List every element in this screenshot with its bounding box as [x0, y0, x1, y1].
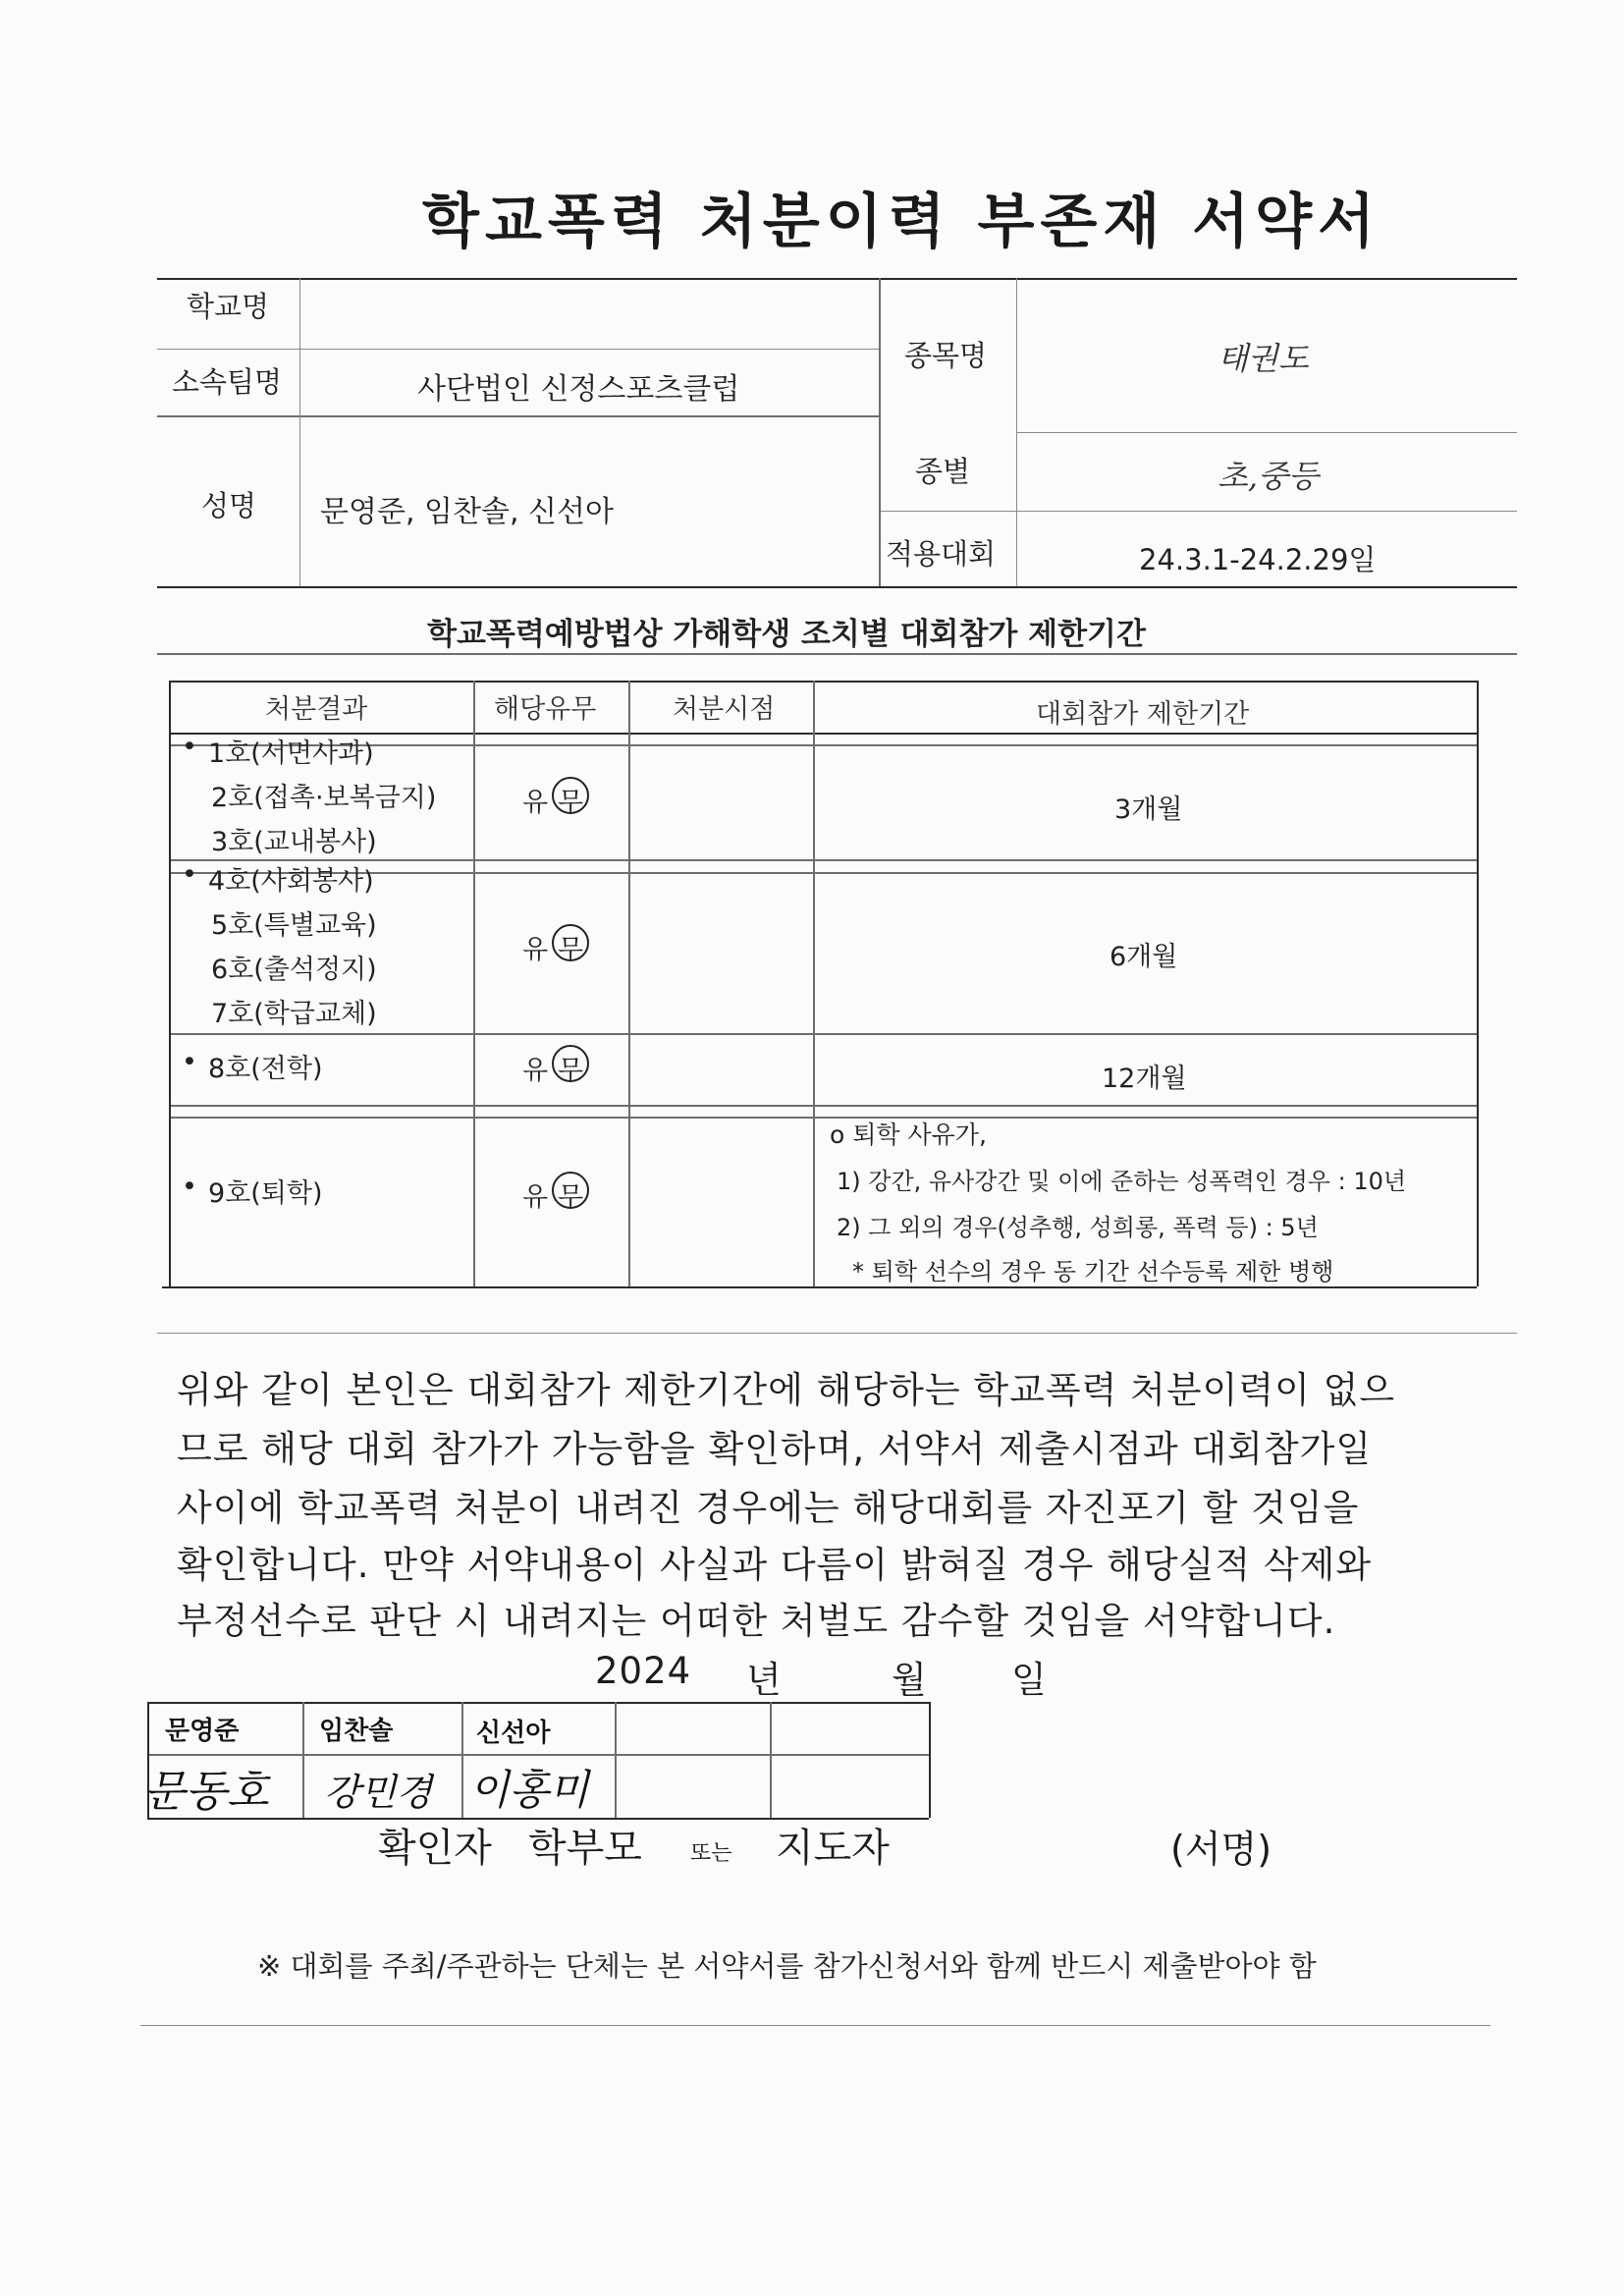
row2-bullet: •: [182, 859, 197, 890]
confirm-sign: (서명): [1170, 1828, 1272, 1871]
row4-bullet: •: [182, 1172, 197, 1202]
header-result: 처분결과: [265, 694, 368, 725]
paragraph-line: 부정선수로 판단 시 내려지는 어떠한 처벌도 감수할 것임을 서약합니다.: [177, 1600, 1336, 1642]
date-year: 2024: [595, 1650, 692, 1692]
signature: 이홍미: [469, 1766, 589, 1814]
document-title: 학교폭력 처분이력 부존재 서약서: [422, 188, 1381, 256]
row3-bullet: •: [182, 1047, 197, 1077]
date-day-unit: 일: [1011, 1659, 1048, 1701]
row1-item: 1호(서면사과): [208, 738, 374, 769]
competition-label: 적용대회: [886, 537, 997, 571]
confirm-or: 또는: [690, 1841, 732, 1866]
row1-yes: 유: [522, 788, 549, 818]
row4-period-line: o 퇴학 사유가,: [830, 1121, 987, 1149]
signer-name: 임찬솔: [319, 1717, 394, 1746]
event-value: 태권도: [1218, 340, 1309, 377]
row2-item: 7호(학급교체): [211, 999, 377, 1029]
division-label: 종별: [915, 455, 971, 488]
row2-item: 6호(출석정지): [211, 955, 377, 985]
signature: 강민경: [324, 1771, 433, 1814]
row3-item: 8호(전학): [208, 1054, 323, 1084]
signer-name: 신선아: [476, 1719, 551, 1748]
row4-period-line: * 퇴학 선수의 경우 동 기간 선수등록 제한 병행: [852, 1258, 1334, 1285]
competition-value: 24.3.1-24.2.29일: [1139, 543, 1377, 576]
row1-item: 2호(접촉·보복금지): [211, 783, 437, 813]
row3-no: 무: [558, 1056, 584, 1086]
row2-item: 4호(사회봉사): [208, 866, 374, 897]
row2-item: 5호(특별교육): [211, 910, 377, 941]
row3-yes: 유: [522, 1056, 549, 1086]
row2-period: 6개월: [1110, 942, 1178, 972]
row3-period: 12개월: [1102, 1064, 1187, 1094]
section-title: 학교폭력예방법상 가해학생 조치별 대회참가 제한기간: [427, 617, 1146, 652]
row1-period: 3개월: [1114, 794, 1183, 825]
confirm-coach: 지도자: [776, 1826, 890, 1871]
signature: 문동호: [143, 1767, 269, 1817]
name-label: 성명: [201, 489, 257, 522]
footnote: ※ 대회를 주최/주관하는 단체는 본 서약서를 참가신청서와 함께 반드시 제출받아야 함: [257, 1949, 1317, 1983]
header-timing: 처분시점: [673, 694, 776, 725]
row4-period-line: 2) 그 외의 경우(성추행, 성희롱, 폭력 등) : 5년: [837, 1214, 1319, 1241]
date-month-unit: 월: [892, 1659, 928, 1701]
paragraph-line: 위와 같이 본인은 대회참가 제한기간에 해당하는 학교폭력 처분이력이 없으: [177, 1369, 1396, 1411]
row4-item: 9호(퇴학): [208, 1178, 323, 1209]
row1-bullet: •: [182, 732, 197, 762]
division-value: 초,중등: [1218, 458, 1319, 495]
signer-name: 문영준: [165, 1717, 240, 1746]
event-label: 종목명: [904, 339, 988, 372]
row4-no: 무: [558, 1182, 584, 1213]
date-year-unit: 년: [746, 1659, 783, 1701]
confirm-parent: 학부모: [528, 1826, 642, 1871]
header-applicable: 해당유무: [494, 694, 597, 725]
name-value: 문영준, 임찬솔, 신선아: [320, 495, 614, 529]
confirm-prefix: 확인자: [378, 1826, 492, 1871]
paragraph-line: 확인합니다. 만약 서약내용이 사실과 다름이 밝혀질 경우 해당실적 삭제와: [177, 1544, 1373, 1586]
row4-period-line: 1) 강간, 유사강간 및 이에 준하는 성폭력인 경우 : 10년: [837, 1168, 1407, 1195]
row1-item: 3호(교내봉사): [211, 827, 377, 857]
row2-yes: 유: [522, 935, 549, 965]
school-label: 학교명: [187, 290, 270, 323]
header-period: 대회참가 제한기간: [1036, 699, 1250, 730]
row4-yes: 유: [522, 1182, 549, 1213]
paragraph-line: 므로 해당 대회 참가가 가능함을 확인하며, 서약서 제출시점과 대회참가일: [177, 1428, 1373, 1470]
paragraph-line: 사이에 학교폭력 처분이 내려진 경우에는 해당대회를 자진포기 할 것임을: [177, 1487, 1360, 1529]
row1-no: 무: [558, 788, 584, 818]
row2-no: 무: [558, 935, 584, 965]
team-value: 사단법인 신정스포츠클럽: [417, 372, 740, 407]
team-label: 소속팀명: [172, 365, 283, 399]
